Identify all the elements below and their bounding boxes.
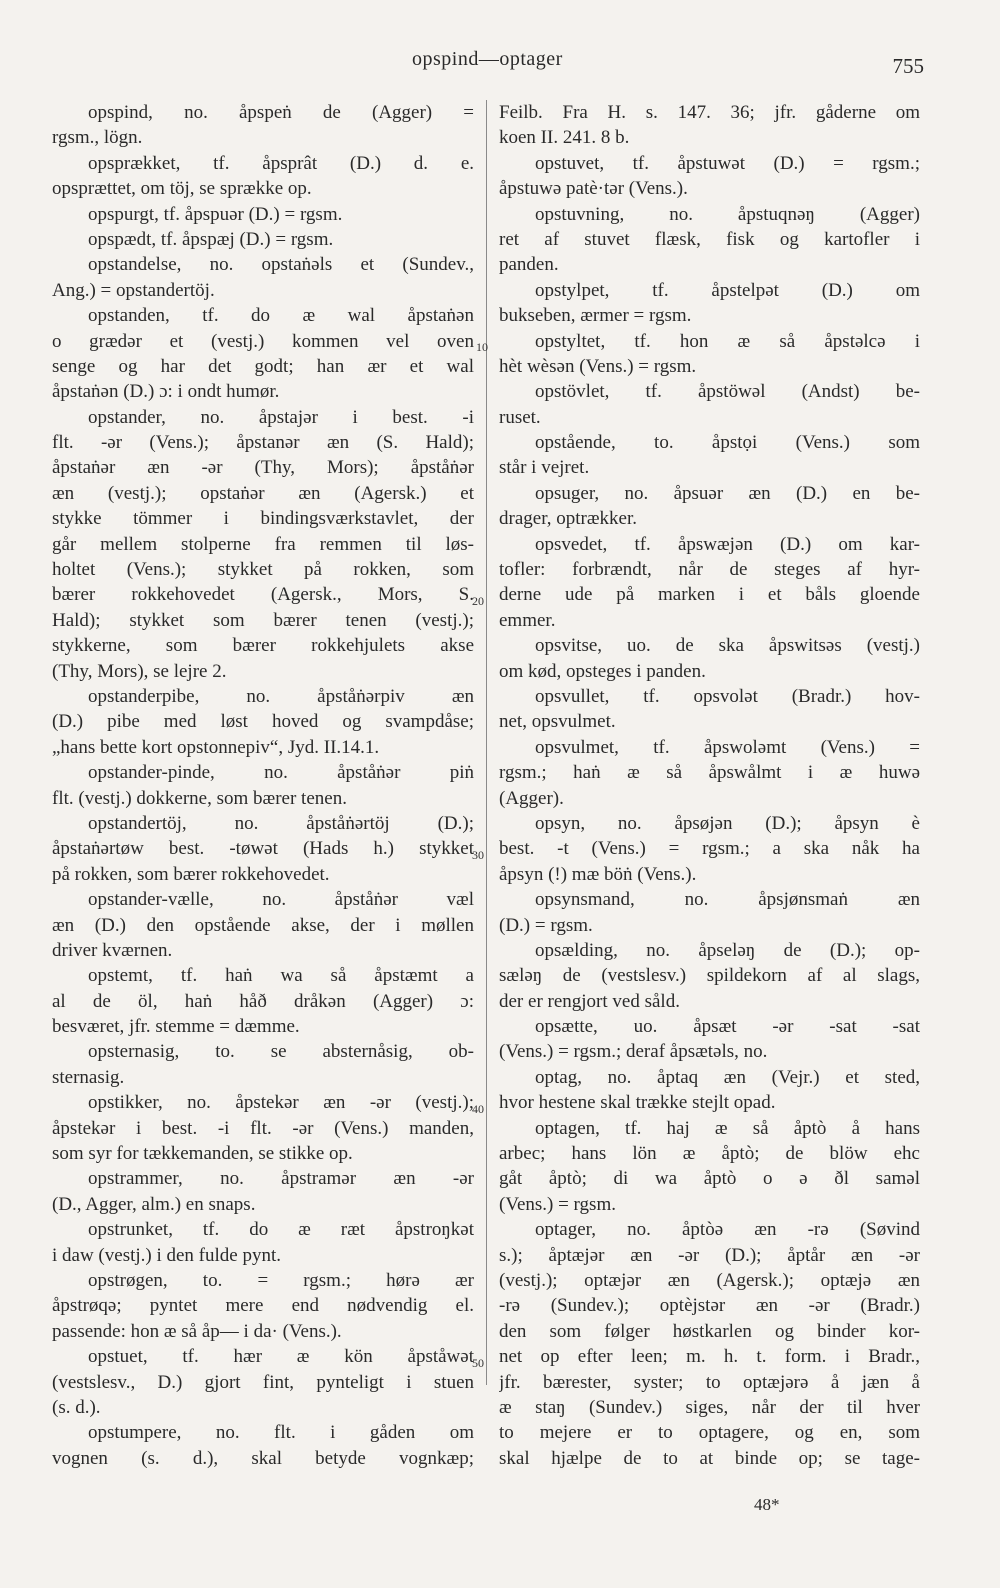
text-line: opsvulmet, tf. åpswoləmt (Vens.) =	[535, 736, 920, 758]
text-line: hvor hestene skal trække stejlt opad.	[499, 1092, 776, 1114]
text-line: opstandertöj, no. åpståṅərtöj (D.);	[88, 812, 474, 834]
text-line: opstylpet, tf. åpstelpət (D.) om	[535, 279, 920, 301]
text-line: åpstaṅər æn -ər (Thy, Mors); åpståṅər	[52, 457, 474, 479]
text-line: opsprættet, om töj, se sprække op.	[52, 178, 312, 200]
text-line: (vestj.); optæjər æn (Agersk.); optæjə æn	[499, 1269, 920, 1291]
text-line: opsvedet, tf. åpswæjən (D.) om kar-	[535, 533, 920, 555]
text-line: Feilb. Fra H. s. 147. 36; jfr. gåderne om	[499, 102, 920, 123]
line-number-30: 30	[472, 848, 484, 862]
text-line: opsyn, no. åpsøjən (D.); åpsyn è	[535, 812, 920, 834]
text-line: vognen (s. d.), skal betyde vognkæp;	[52, 1447, 474, 1469]
text-line: arbec; hans lön æ åptò; de blöw ehc	[499, 1143, 920, 1165]
text-line: (Agger).	[499, 787, 564, 809]
text-line: opsælding, no. åpseləŋ de (D.); op-	[535, 939, 920, 961]
text-line: åpstaṅən (D.) ɔ: i ondt humør.	[52, 381, 280, 403]
text-line: koen II. 241. 8 b.	[499, 127, 630, 149]
text-line: ret af stuvet flæsk, fisk og kartofler i	[499, 228, 920, 250]
text-line: (D., Agger, alm.) en snaps.	[52, 1193, 256, 1215]
line-number-20: 20	[472, 594, 484, 608]
text-line: panden.	[499, 254, 559, 276]
column-divider	[486, 100, 487, 1385]
text-line: tofler: forbrændt, når de steges af hyr-	[499, 559, 920, 581]
text-line: åpstaṅərtøw best. -tøwət (Hads h.) stykket	[52, 838, 474, 860]
text-line: skal hjælpe de to at binde op; se tage-	[499, 1447, 920, 1469]
left-column	[52, 100, 474, 1471]
text-line: den som følger høstkarlen og binder kor-	[499, 1320, 920, 1342]
text-line: (s. d.).	[52, 1396, 101, 1418]
text-line: ruset.	[499, 406, 541, 428]
text-line: (vestslesv., D.) gjort fint, pynteligt i stuen	[52, 1371, 474, 1393]
text-line: opstående, to. åpstọi (Vens.) som	[535, 432, 920, 454]
text-line: opsternasig, to. se absternåsig, ob-	[88, 1041, 474, 1063]
text-line: stykkerne, som bærer rokkehjulets akse	[52, 635, 474, 657]
text-line: (D.) pibe med løst hoved og svampdåse;	[52, 711, 474, 733]
text-line: Ang.) = opstandertöj.	[52, 279, 215, 301]
text-line: optager, no. åptòə æn -rə (Søvind	[535, 1219, 920, 1241]
text-line: Hald); stykket som bærer tenen (vestj.);	[52, 609, 474, 631]
text-line: optagen, tf. haj æ så åptò å hans	[535, 1117, 920, 1139]
text-line: senge og har det godt; han ær et wal	[52, 355, 474, 377]
line-number-50: 50	[472, 1356, 484, 1370]
text-line: (Vens.) = rgsm.	[499, 1193, 616, 1215]
text-line: opstemt, tf. haṅ wa så åpstæmt a	[88, 965, 474, 987]
text-line: best. -t (Vens.) = rgsm.; a ska nåk ha	[499, 838, 920, 860]
text-line: opsuger, no. åpsuər æn (D.) en be-	[535, 482, 920, 504]
text-line: som syr for tækkemanden, se stikke op.	[52, 1143, 353, 1165]
text-line: står i vejret.	[499, 457, 590, 479]
text-line: opstumpere, no. flt. i gåden om	[88, 1422, 474, 1444]
text-line: opsvitse, uo. de ska åpswitsəs (vestj.)	[535, 635, 920, 657]
text-line: bukseben, ærmer = rgsm.	[499, 305, 692, 327]
signature-mark: 48*	[754, 1495, 780, 1514]
text-line: opstrunket, tf. do æ ræt åpstroŋkət	[88, 1219, 474, 1241]
text-line: opspind, no. åpspeṅ de (Agger) =	[88, 102, 474, 123]
text-line: går mellem stolperne fra remmen til løs-	[52, 533, 474, 555]
text-line: flt. -ər (Vens.); åpstanər æn (S. Hald);	[52, 432, 474, 454]
text-line: to mejere er to optagere, og en, som	[499, 1422, 920, 1444]
text-line: om kød, opsteges i panden.	[499, 660, 706, 682]
text-line: emmer.	[499, 609, 556, 631]
text-line: opstander-vælle, no. åpståṅər væl	[88, 889, 474, 911]
text-line: opstander-pinde, no. åpståṅər piṅ	[88, 762, 474, 784]
page-header	[0, 48, 1000, 78]
text-line: opsvullet, tf. opsvolət (Bradr.) hov-	[535, 685, 920, 707]
text-line: opstikker, no. åpstekər æn -ər (vestj.);	[88, 1092, 474, 1114]
text-line: åpsyn (!) mæ böṅ (Vens.).	[499, 863, 697, 885]
text-line: opsynsmand, no. åpsjønsmaṅ æn	[535, 889, 920, 911]
page-number: 755	[892, 54, 924, 78]
text-line: opstuet, tf. hær æ kön åpståwət	[88, 1346, 474, 1368]
right-column	[499, 100, 920, 1471]
text-line: flt. (vestj.) dokkerne, som bærer tenen.	[52, 787, 347, 809]
text-line: æn (vestj.); opstaṅər æn (Agersk.) et	[52, 482, 474, 504]
text-line: besværet, jfr. stemme = dæmme.	[52, 1016, 300, 1038]
text-line: driver kværnen.	[52, 939, 173, 961]
text-line: åpstrøqə; pyntet mere end nødvendig el.	[52, 1295, 474, 1317]
text-line: opstuvning, no. åpstuqnəŋ (Agger)	[535, 203, 920, 225]
text-line: opstuvet, tf. åpstuwət (D.) = rgsm.;	[535, 152, 920, 174]
text-line: net, opsvulmet.	[499, 711, 616, 733]
text-line: (D.) = rgsm.	[499, 914, 593, 936]
text-line: (Thy, Mors), se lejre 2.	[52, 660, 227, 682]
text-line: opspurgt, tf. åpspuər (D.) = rgsm.	[88, 203, 343, 225]
text-line: stykke tömmer i bindingsværkstavlet, der	[52, 508, 474, 530]
text-line: jfr. bærester, syster; to optæjərə å jæn å	[499, 1371, 920, 1393]
text-line: s.); åptæjər æn -ər (D.); åptår æn -ər	[499, 1244, 920, 1266]
text-line: gåt åptò; di wa åptò o ə ðl saməl	[499, 1168, 920, 1190]
text-line: opstandelse, no. opstaṅəls et (Sundev.,	[88, 254, 474, 276]
text-line: passende: hon æ så åp— i da· (Vens.).	[52, 1320, 342, 1342]
text-line: derne ude på marken i et båls gloende	[499, 584, 920, 606]
text-line: rgsm., lögn.	[52, 127, 143, 149]
text-line: sternasig.	[52, 1066, 125, 1088]
text-line: bærer rokkehovedet (Agersk., Mors, S.	[52, 584, 474, 606]
text-line: opstövlet, tf. åpstöwəl (Andst) be-	[535, 381, 920, 403]
text-line: der er rengjort ved såld.	[499, 990, 680, 1012]
text-line: opstrøgen, to. = rgsm.; hørə ær	[88, 1269, 474, 1291]
text-line: rgsm.; haṅ æ så åpswålmt i æ huwə	[499, 762, 920, 784]
text-line: æn (D.) den opstående akse, der i møllen	[52, 914, 474, 936]
text-line: al de öl, haṅ håð dråkən (Agger) ɔ:	[52, 990, 474, 1012]
text-line: hèt wèsən (Vens.) = rgsm.	[499, 355, 697, 377]
text-line: æ staŋ (Sundev.) siges, når der til hver	[499, 1396, 920, 1418]
text-line: drager, optrækker.	[499, 508, 638, 530]
text-line: opstander, no. åpstajər i best. -i	[88, 406, 474, 428]
text-line: sæləŋ de (vestslesv.) spildekorn af al slags,	[499, 965, 920, 987]
text-line: opstanderpibe, no. åpståṅərpiv æn	[88, 685, 474, 707]
running-head: opspind—optager	[412, 48, 563, 70]
text-line: optag, no. åptaq æn (Vejr.) et sted,	[535, 1066, 920, 1088]
line-number-10: 10	[476, 340, 488, 354]
line-number-40: 40	[472, 1102, 484, 1116]
text-line: -rə (Sundev.); optèjstər æn -ər (Bradr.)	[499, 1295, 920, 1317]
text-line: opstanden, tf. do æ wal åpstaṅən	[88, 305, 474, 327]
text-line: i daw (vestj.) i den fulde pynt.	[52, 1244, 282, 1266]
text-line: opsprækket, tf. åpsprât (D.) d. e.	[88, 152, 474, 174]
text-line: åpstekər i best. -i flt. -ər (Vens.) manden,	[52, 1117, 474, 1139]
text-line: opstyltet, tf. hon æ så åpstəlcə i	[535, 330, 920, 352]
text-line: o grædər et (vestj.) kommen vel oven	[52, 330, 474, 352]
text-line: „hans bette kort opstonnepiv“, Jyd. II.14.1.	[52, 736, 380, 758]
text-line: opstrammer, no. åpstramər æn -ər	[88, 1168, 474, 1190]
text-line: på rokken, som bærer rokkehovedet.	[52, 863, 330, 885]
text-line: holtet (Vens.); stykket på rokken, som	[52, 559, 474, 581]
text-line: opspædt, tf. åpspæj (D.) = rgsm.	[88, 228, 334, 250]
text-line: opsætte, uo. åpsæt -ər -sat -sat	[535, 1016, 920, 1038]
text-line: net op efter leen; m. h. t. form. i Bradr.,	[499, 1346, 920, 1368]
text-line: (Vens.) = rgsm.; deraf åpsætəls, no.	[499, 1041, 768, 1063]
text-line: åpstuwə patè·tər (Vens.).	[499, 178, 688, 200]
